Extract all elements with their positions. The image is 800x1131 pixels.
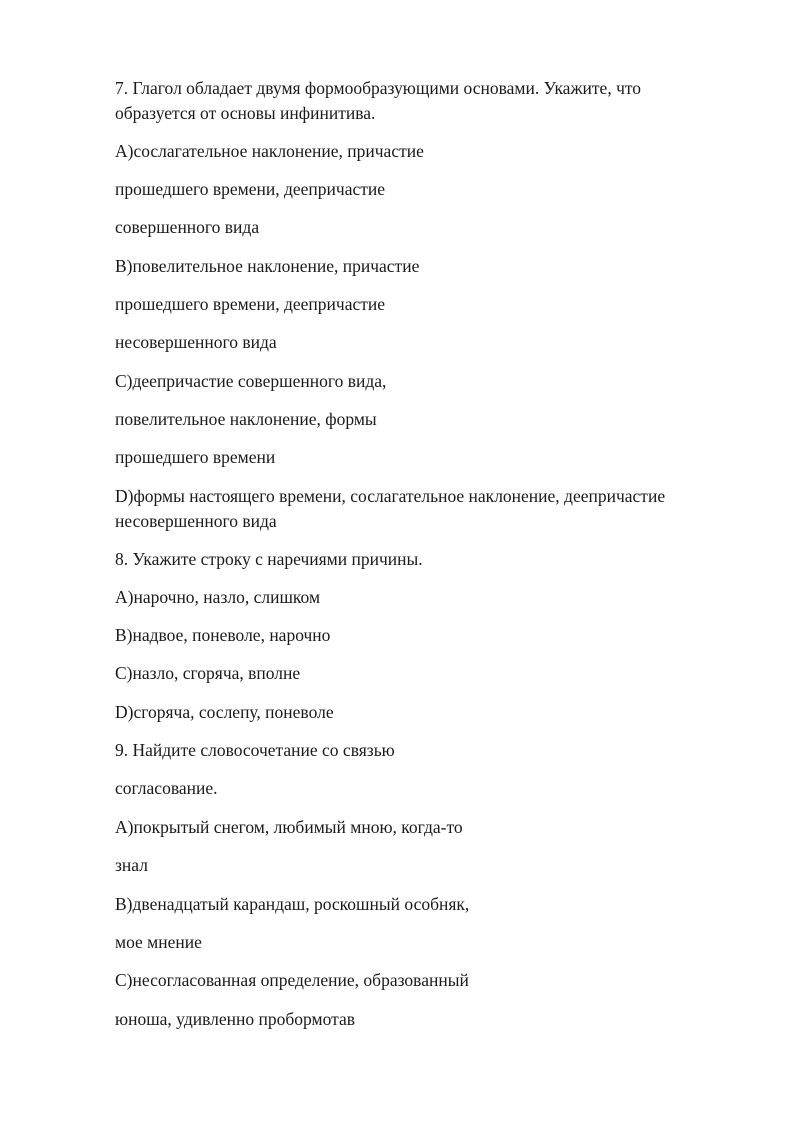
q7-option-c-cont: повелительное наклонение, формы bbox=[115, 409, 377, 429]
question-8-text: 8. Укажите строку с наречиями причины. bbox=[115, 549, 423, 569]
q8-option-b: B)надвое, поневоле, нарочно bbox=[115, 625, 331, 645]
q9-option-b-cont: мое мнение bbox=[115, 932, 202, 952]
question-7-text: 7. Глагол обладает двумя формообразующими основами. Укажите, что bbox=[115, 78, 642, 98]
q9-option-a: A)покрытый снегом, любимый мною, когда-то bbox=[115, 817, 463, 837]
q7-option-a: A)сослагательное наклонение, причастие bbox=[115, 141, 424, 161]
q9-option-c: C)несогласованная определение, образованный bbox=[115, 970, 469, 990]
q8-option-d: D)сгоряча, сослепу, поневоле bbox=[115, 702, 334, 722]
question-9-text: 9. Найдите словосочетание со связью bbox=[115, 740, 395, 760]
question-9-text-cont: согласование. bbox=[115, 778, 218, 798]
question-7-text-cont: образуется от основы инфинитива. bbox=[115, 103, 376, 123]
q7-option-a-cont: совершенного вида bbox=[115, 217, 260, 237]
q7-option-b: B)повелительное наклонение, причастие bbox=[115, 256, 420, 276]
q8-option-a: A)нарочно, назло, слишком bbox=[115, 587, 321, 607]
q9-option-a-cont: знал bbox=[115, 855, 148, 875]
q9-option-b: B)двенадцатый карандаш, роскошный особняк, bbox=[115, 894, 470, 914]
q9-option-c-cont: юноша, удивленно пробормотав bbox=[115, 1009, 355, 1029]
q7-option-b-cont: прошедшего времени, деепричастие bbox=[115, 294, 386, 314]
q7-option-b-cont: несовершенного вида bbox=[115, 332, 277, 352]
q7-option-d-cont: несовершенного вида bbox=[115, 511, 277, 531]
q7-option-a-cont: прошедшего времени, деепричастие bbox=[115, 179, 386, 199]
q7-option-c: C)деепричастие совершенного вида, bbox=[115, 371, 387, 391]
q8-option-c: C)назло, сгоряча, вполне bbox=[115, 663, 301, 683]
q7-option-c-cont: прошедшего времени bbox=[115, 447, 276, 467]
q7-option-d: D)формы настоящего времени, сослагательное наклонение, деепричастие bbox=[115, 486, 666, 506]
